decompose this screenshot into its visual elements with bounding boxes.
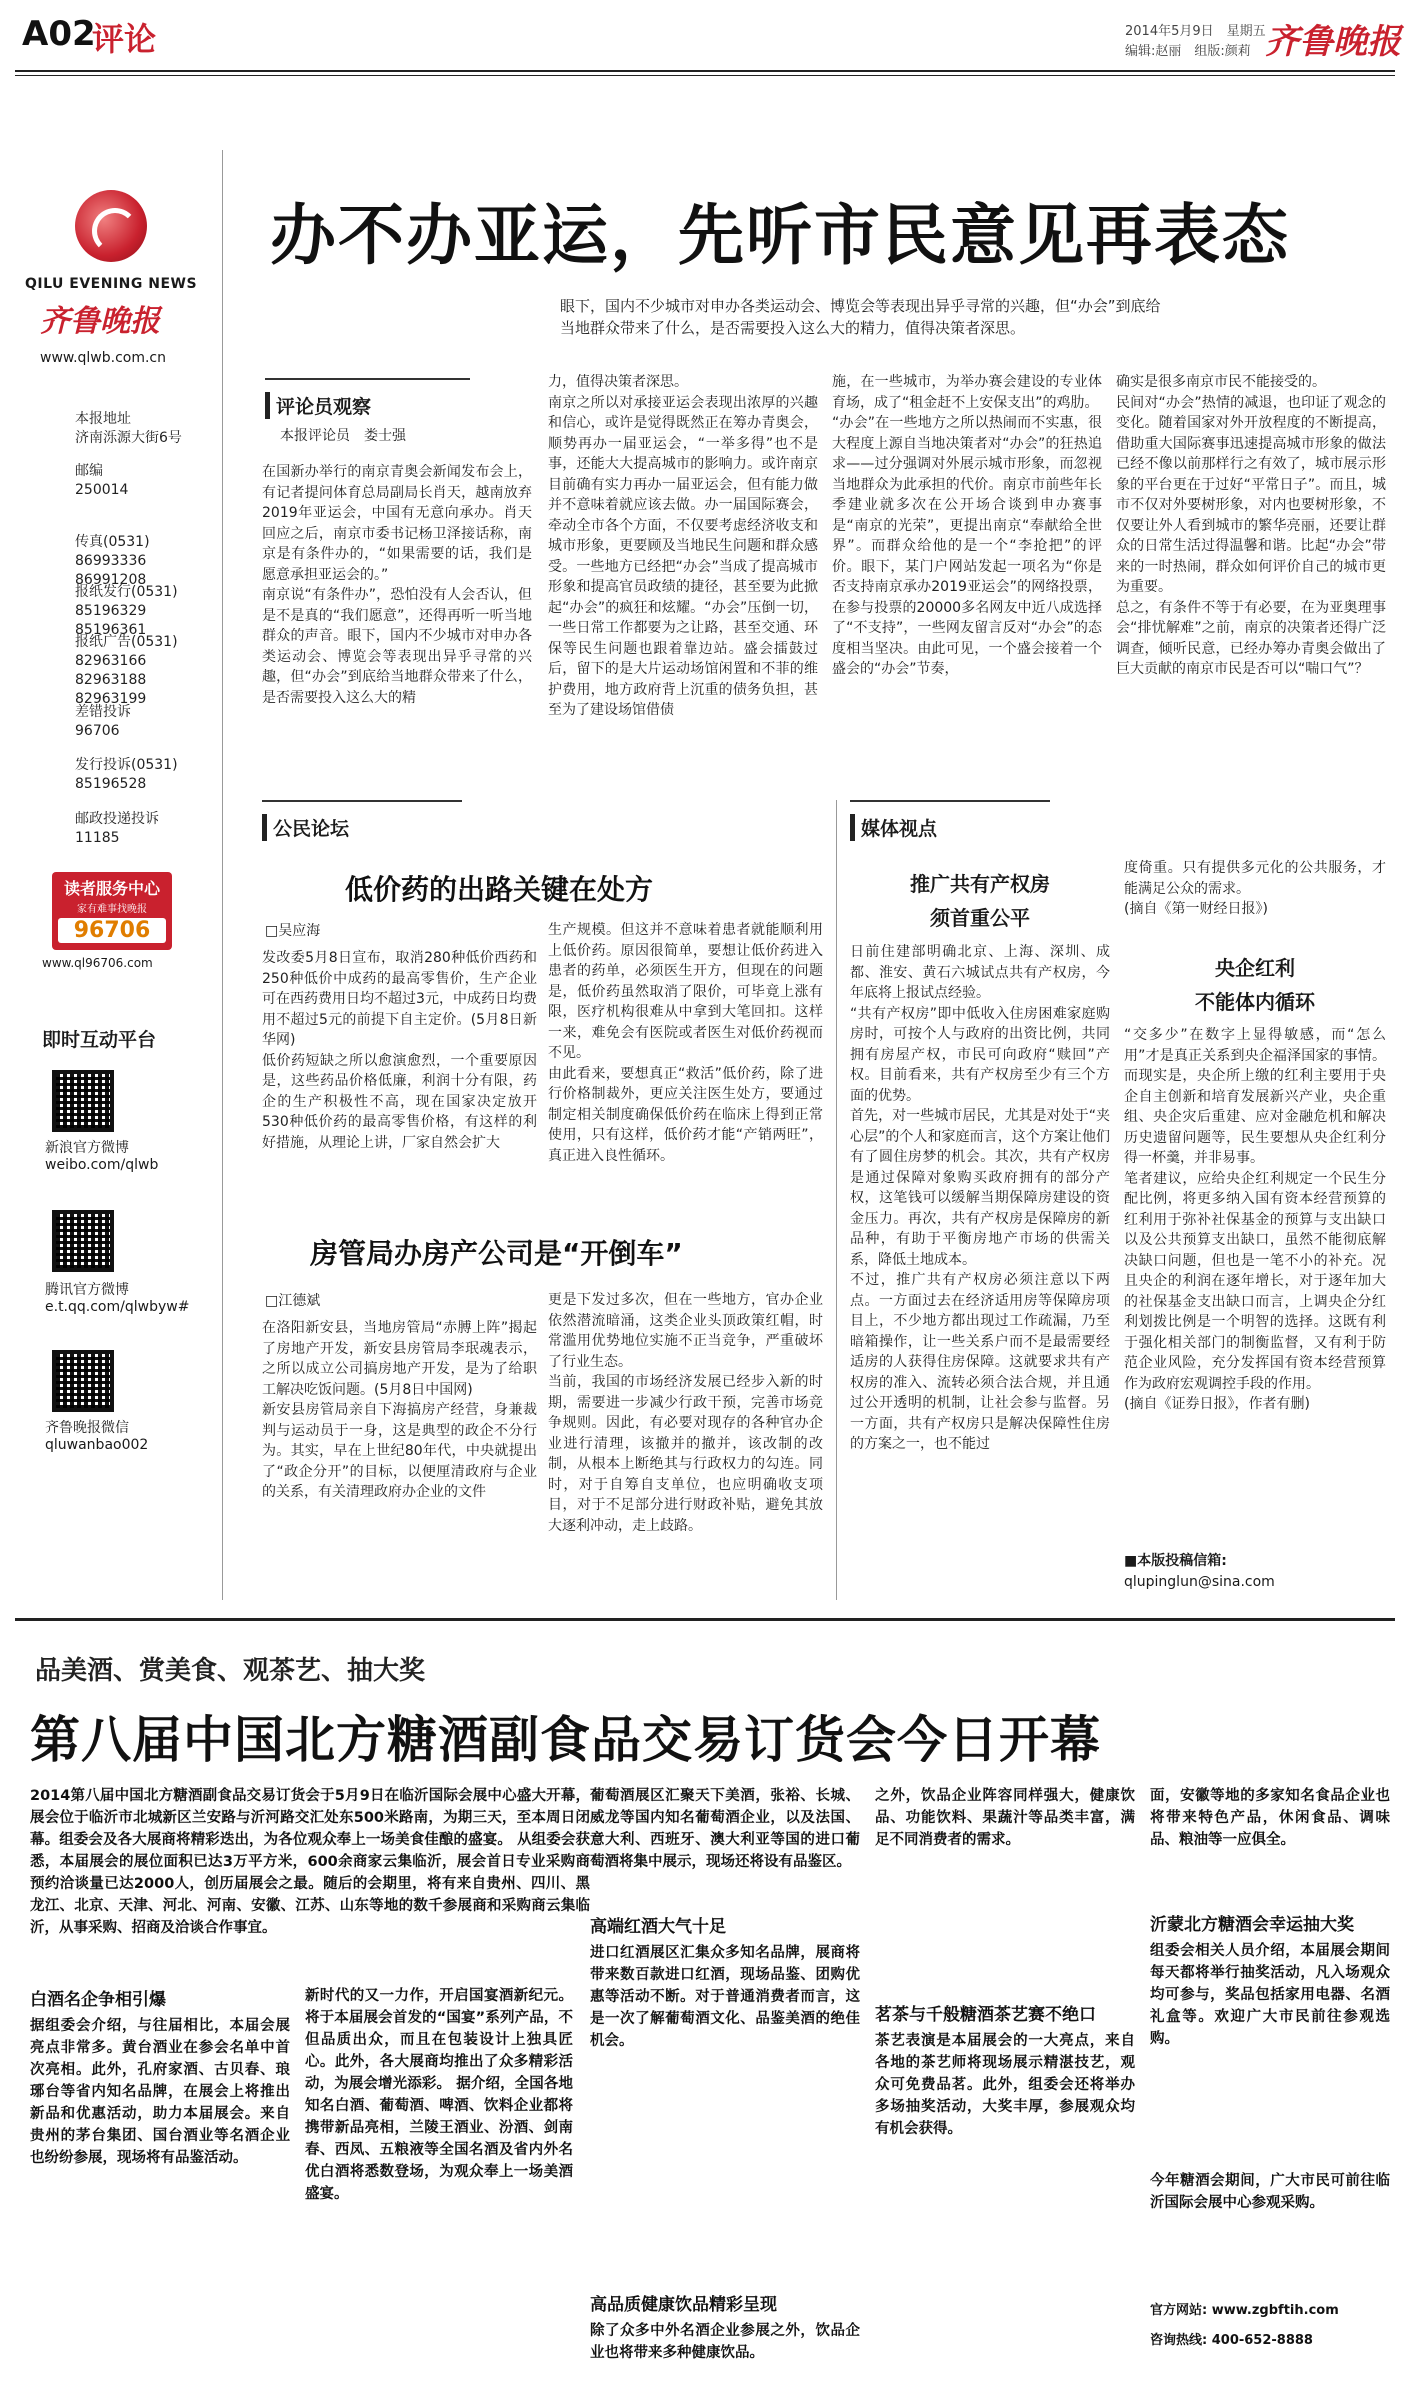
website-label: 官方网站: [1150,2303,1208,2318]
paper-url[interactable]: www.qlwb.com.cn [40,350,166,366]
ad-column: 面，安徽等地的多家知名食品企业也将带来特色产品，休闲食品、调味品、粮油等一应俱全。 [1150,1788,1390,1848]
hotline: 400-652-8888 [1211,2333,1313,2348]
tencent-url[interactable]: e.t.qq.com/qlwbyw# [45,1299,190,1315]
post-label: 邮政投递投诉 [75,811,159,827]
ad-intro: 2014第八届中国北方糖酒副食品交易订货会于5月9日在临沂国际会展中心盛大开幕，展会位于临沂市北城新区兰安路与沂河路交汇处东500米路南，为期三天，至本周日闭幕。组委会及各大展商将精彩迭出，为各位观众奉上一场美食佳酿的盛宴。 从组委会获悉，本届展会的展位面积已达3万平方米，600余商家云集临沂，展会首日专业采购商预约洽谈量已达2000人，创历届展会之最。随后的会期里，将有来自贵州、四川、黑龙江、北京、天津、河北、河南、安徽、江苏、山东等地的数千参展商和采购商云集临沂，从事采购、招商及洽谈合作事宜。 [30,1788,590,1936]
sina-label-block [45,1140,158,1174]
issue: 85196528 [75,776,147,792]
column-divider [836,800,837,1600]
media-title-soe-l2: 不能体内循环 [1195,990,1315,1014]
ad-column: 新时代的又一力作，开启国宴酒新纪元。将于本届展会首发的“国宴”系列产品，不但品质出众，而且在包装设计上独具匠心。此外，各大展商均推出了众多精彩活动，为展会增光添彩。 据介绍，全国各地知名白酒、葡萄酒、啤酒、饮料企业都将携带新品亮相，兰陵王酒业、汾酒、剑南春、西凤、五粮液等全国名酒及省内外名优白酒将悉数登场，为观众奉上一场美酒盛宴。 [305,1988,573,2202]
postcode-block [75,462,215,500]
wechat-qr-code [52,1350,114,1412]
tencent-qr-code [52,1210,114,1272]
ad-column: 葡萄酒展区汇聚天下美酒，张裕、长城、威龙等国内知名葡萄酒企业，以及法国、意大利、西班牙、澳大利亚等国的进口葡萄酒将集中展示，现场还将设有品鉴区。 [590,1788,860,1870]
lead-paragraph: 眼下，国内不少城市对申办各类运动会、博览会等表现出异乎寻常的兴趣，但“办会”到底给当地群众带来了什么，是否需要投入这么大的精力，值得决策者深思。 [560,297,1161,337]
logo-swirl-icon [92,208,138,254]
post-block [75,810,215,848]
media-title-housing-l1: 推广共有产权房 [910,872,1050,896]
sina-qr-code [52,1070,114,1132]
interact-title: 即时互动平台 [42,1029,157,1051]
ad-column: 除了众多中外名酒企业参展之外，饮品企业也将带来多种健康饮品。 [590,2323,860,2361]
contact-label: ■本版投稿信箱: [1124,1553,1227,1569]
service-number: 96706 [58,918,166,943]
sina-url[interactable]: weibo.com/qlwb [45,1157,159,1173]
article-column-2: 力，值得决策者深思。 南京之所以对承接亚运会表现出浓厚的兴趣和信心，或许是觉得既然正在筹办青奥会，顺势再办一届亚运会，“一举多得”也不是事，还能大大提高城市的影响力。或许南京目前确有实力再办一届亚运会，但有能力做并不意味着就应该去做。办一届国际赛会，牵动全市各个方面，不仅要考虑经济收支和城市形象，更要顾及当地民生问题和群众感受。一些地方已经把“办会”当成了提高城市形象和提高官员政绩的捷径，甚至要为此掀起“办会”的疯狂和炫耀。“办会”压倒一切，一些日常工作都要为之让路，甚至交通、环保等民生问题也跟着靠边站。盛会擂鼓过后，留下的是大片运动场馆闲置和不菲的维护费用，地方政府背上沉重的债务负担，甚至为了建设场馆借债 [548,374,818,718]
hotline-label: 咨询热线: [1150,2333,1208,2348]
tencent-label: 腾讯官方微博 [45,1282,129,1298]
ad-subtitle: 品美酒、赏美食、观茶艺、抽大奖 [35,1656,426,1686]
media-title-housing-l2: 须首重公平 [930,906,1030,930]
reader-service-box [52,872,172,950]
ad-column: 之外，饮品企业阵容同样强大，健康饮品、功能饮料、果蔬汁等品类丰富，满足不同消费者的需求。 [875,1788,1135,1848]
article-column: 生产规模。但这并不意味着患者就能顺利用上低价药。原因很简单，要想让低价药进入患者的药单，必须医生开方，但现在的问题是，低价药虽然取消了限价，可毕竟上涨有限，医疗机构很难从中拿到大笔回扣。这样一来，难免会有医院或者医生对低价药视而不见。 由此看来，要想真正“救活”低价药，除了进行价格制裁外，更应关注医生处方，要通过制定相关制度确保低价药在临床上得到正常使用，只有这样，低价药才能“产销两旺”，真正进入良性循环。 [548,922,823,1164]
ad-title: 第八届中国北方糖酒副食品交易订货会今日开幕 [30,1711,1101,1769]
article-column: 在洛阳新安县，当地房管局“赤膊上阵”揭起了房地产开发，新安县房管局李珉魂表示，之所以成立公司搞房地产开发，是为了给职工解决吃饭问题。(5月8日中国网) 新安县房管局亲自下海搞房产经营，身兼裁判与运动员于一身，这是典型的政企不分行为。其实，早在上世纪80年代，中央就提出了“政企分开”的目标，以便厘清政府与企业的关系，有关清理政府办企业的文件 [262,1320,537,1500]
ad-heading-4: 茗茶与千般糖酒茶艺赛不绝口 [875,2005,1096,2025]
contact-email[interactable]: qlupinglun@sina.com [1124,1574,1275,1590]
website[interactable]: www.zgbftih.com [1211,2303,1339,2318]
article-title-cheap-drugs: 低价药的出路关键在处方 [345,873,654,906]
section-label-box [262,800,462,802]
byline: □江德斌 [265,1293,321,1309]
ad-heading-1: 白酒名企争相引爆 [30,1990,166,2010]
ads-block [75,633,215,709]
section-label-box [265,378,470,380]
ads-label: 报纸广告(0531) [75,634,178,650]
section-name: 评论 [92,20,157,58]
section-label-media: 媒体视点 [850,814,937,841]
ad-heading-5: 沂蒙北方糖酒会幸运抽大奖 [1150,1915,1354,1935]
logo-english: QILU EVENING NEWS [25,276,198,292]
media-title-soe-l1: 央企红利 [1215,956,1295,980]
tencent-label-block [45,1282,189,1316]
page-number: A02 [22,14,96,54]
dist-block [75,583,215,640]
postcode-label: 邮编 [75,463,103,479]
ad-column: 茶艺表演是本届展会的一大亮点，来自各地的茶艺师将现场展示精湛技艺，观众可免费品茗。此外，组委会还将举办多场抽奖活动，大奖丰厚，参展观众均有机会获得。 [875,2033,1135,2137]
complaint-block [75,703,215,741]
ad-column: 组委会相关人员介绍，本届展会期间每天都将举行抽奖活动，凡入场观众均可参与，奖品包括家用电器、名酒礼盒等。欢迎广大市民前往参观选购。 [1150,1943,1390,2047]
ad-heading-3: 高品质健康饮品精彩呈现 [590,2295,777,2315]
fax-block [75,533,215,590]
complaint: 96706 [75,723,120,739]
issue-block [75,756,215,794]
postcode: 250014 [75,482,129,498]
article-column: 发改委5月8日宣布，取消280种低价西药和250种低价中成药的最高零售价，生产企业可在西药费用日均不超过3元，中成药日均费用不超过5元的前提下自主定价。(5月8日新华网) 低价药短缺之所以愈演愈烈，一个重要原因是，这些药品价格低廉，利润十分有限，药企的生产积极性不高，现在国家决定放开530种低价药的最高零售价格，有这样的利好措施，从理论上讲，厂家自然会扩大 [262,950,537,1151]
logo-chinese: 齐鲁晚报 [40,304,160,339]
fax: 86993336 86991208 [75,553,147,588]
ad-heading-2: 高端红酒大气十足 [590,1917,726,1937]
issue-label: 发行投诉(0531) [75,757,178,773]
dist-label: 报纸发行(0531) [75,584,178,600]
section-label-forum: 公民论坛 [262,814,349,841]
issue-date: 2014年5月9日 星期五 [1125,24,1266,39]
complaint-label: 差错投诉 [75,704,131,720]
section-label-commentary: 评论员观察 [265,392,371,419]
header-rule [15,70,1395,72]
address-label: 本报地址 [75,411,131,427]
byline: □吴应海 [265,923,321,939]
media-article-column: “交多少”在数字上显得敏感，而“怎么用”才是真正关系到央企福泽国家的事情。而现实是，央企所上缴的红利主要用于央企自主创新和培育发展新兴产业，央企重组、央企灾后重建、应对金融危机和解决历史遗留问题等，民生要想从央企红利分得一杯羹，并非易事。 笔者建议，应给央企红利规定一个民生分配比例，将更多纳入国有资本经营预算的红利用于弥补社保基金的预算与支出缺口以及公共预算支出缺口，虽然不能彻底解决缺口问题，但也是一笔不小的补充。况且央企的利润在逐年增长，对于逐年加大的社保基金支出缺口而言，上调央企分红利划拨比例是一个明智的选择。这既有利于强化相关部门的制衡监督，又有利于防范企业风险，充分发挥国有资本经营预算作为政府宏观调控手段的作用。 (摘自《证券日报》，作者有删) [1124,1027,1386,1412]
article-title-housing: 房管局办房产公司是“开倒车” [310,1237,683,1270]
service-title: 读者服务中心 [63,879,160,898]
ad-website-row [1150,2300,1390,2322]
ads: 82963166 82963188 82963199 [75,653,147,707]
sidebar-divider [222,150,223,1600]
service-sub: 家有难事找晚报 [77,904,147,915]
article-column-1: 在国新办举行的南京青奥会新闻发布会上，有记者提问体育总局副局长肖天，越南放弃2019年亚运会，中国有无意向承办。肖天回应之后，南京市委书记杨卫泽接话称，南京是有条件办的，“如果需要的话，我们是愿意承担亚运会的。” 南京说“有条件办”，恐怕没有人会否认，但是不是真的“我们愿意”，还得再听一听当地群众的声音。眼下，国内不少城市对申办各类运动会、博览会等表现出异乎寻常的兴趣，但“办会”到底给当地群众带来了什么，是否需要投入这么大的精 [262,464,532,706]
headline: 办不办亚运，先听市民意见再表态 [270,197,1290,274]
section-label-box [850,800,1050,802]
address-block [75,410,215,448]
article-column: 更是下发过多次，但在一些地方，官办企业依然潜流暗涌，这类企业头顶政策红帽，时常滥用优势地位实施不正当竞争，严重破坏了行业生态。 当前，我国的市场经济发展已经步入新的时期，需要进一步减少行政干预，完善市场竞争规则。因此，有必要对现存的各种官办企业进行清理，该撤并的撤并，该改制的改制，从根本上断绝其与行政权力的勾连。同时，对于自筹自支单位，也应明确收支项目，对于不足部分进行财政补贴，避免其放大逐利冲动，走上歧路。 [548,1292,823,1534]
ad-hotline-row [1150,2330,1390,2352]
fax-label: 传真(0531) [75,534,150,550]
service-url[interactable]: www.ql96706.com [42,956,153,970]
sina-label: 新浪官方微博 [45,1140,129,1156]
ad-column: 进口红酒展区汇集众多知名品牌，展商将带来数百款进口红酒，现场品鉴、团购优惠等活动不断。对于普通消费者而言，这是一次了解葡萄酒文化、品鉴美酒的绝佳机会。 [590,1945,860,2049]
editors: 编辑:赵丽 组版:颜莉 [1125,44,1251,59]
address: 济南泺源大街6号 [75,430,182,446]
wechat-label-block [45,1420,148,1454]
wechat-label: 齐鲁晚报微信 [45,1420,129,1436]
article-column-3: 施，在一些城市，为举办赛会建设的专业体育场，成了“租金赶不上安保支出”的鸡肋。 “办会”在一些地方之所以热闹而不实惠，很大程度上源自当地决策者对“办会”的狂热追求——过分强调对外展示城市形象，而忽视当地群众为此承担的代价。南京市前些年长季建业就多次在公开场合谈到申办赛事是“南京的光荣”，更提出南京“奉献给全世界”。而群众给他的是一个“李抢把”的评价。眼下，某门户网站发起一项名为“你是否支持南京承办2019亚运会”的网络投票，在参与投票的20000多名网友中近八成选择了“不支持”，一些网友留言反对“办会”的态度相当坚决。由此可见，一个盛会接着一个盛会的“办会”节奏， [832,374,1102,677]
wechat-id: qluwanbao002 [45,1437,149,1453]
post: 11185 [75,830,120,846]
paper-logo: 齐鲁晚报 [1265,22,1401,62]
article-column-4: 确实是很多南京市民不能接受的。 民间对“办会”热情的减退，也印证了观念的变化。随着国家对外开放程度的不断提高，借助重大国际赛事迅速提高城市形象的做法已经不像以前那样行之有效了，城市展示形象的平台更在于过好“平常日子”。而且，城市不仅对外要树形象，对内也要树形象，不仅要让外人看到城市的繁华亮丽，还要让群众的日常生活过得温馨和谐。比起“办会”带来的一时热闹，群众如何评价自己的城市更为重要。 总之，有条件不等于有必要，在为亚奥理事会“排忧解难”之前，南京的决策者还得广泛调查，倾听民意，已经办筹办青奥会做出了巨大贡献的南京市民是否可以“喘口气”？ [1116,374,1386,677]
dist: 85196329 85196361 [75,603,147,638]
ad-column: 据组委会介绍，与往届相比，本届会展亮点非常多。黄台酒业在参会名单中首次亮相。此外，孔府家酒、古贝春、琅琊台等省内知名品牌，在展会上将推出新品和优惠活动，助力本届展会。来自贵州的茅台集团、国台酒业等名酒企业也纷纷参展，现场将有品鉴活动。 [30,2018,290,2166]
media-article-column-cont: 度倚重。只有提供多元化的公共服务，才能满足公众的需求。 (摘自《第一财经日报》) [1124,860,1386,917]
byline: 本报评论员 娄士强 [280,428,406,444]
media-article-column: 日前住建部明确北京、上海、深圳、成都、淮安、黄石六城试点共有产权房，今年底将上报试点经验。 “共有产权房”即中低收入住房困难家庭购房时，可按个人与政府的出资比例，共同拥有房屋产权，市民可向政府“赎回”产权。目前看来，共有产权房至少有三个方面的优势。 首先，对一些城市居民，尤其是对处于“夹心层”的个人和家庭而言，这个方案让他们有了圆住房梦的机会。其次，共有产权房是通过保障对象购买政府拥有的部分产权，这笔钱可以缓解当期保障房建设的资金压力。再次，共有产权房是保障房的新品种，有助于平衡房地产市场的供需关系，降低土地成本。 不过，推广共有产权房必须注意以下两点。一方面过去在经济适用房等保障房项目上，不少地方都出现过工作疏漏，乃至暗箱操作，让一些关系户而不是最需要经适房的人获得住房保障。这就要求共有产权房的准入、流转必须合法合规，并且通过公开透明的机制，让社会参与监督。另一方面，共有产权房只是解决保障性住房的方案之一，也不能过 [850,944,1110,1452]
header-rule-thin [15,75,1395,76]
ad-top-rule [15,1618,1395,1621]
ad-column: 今年糖酒会期间，广大市民可前往临沂国际会展中心参观采购。 [1150,2173,1390,2211]
